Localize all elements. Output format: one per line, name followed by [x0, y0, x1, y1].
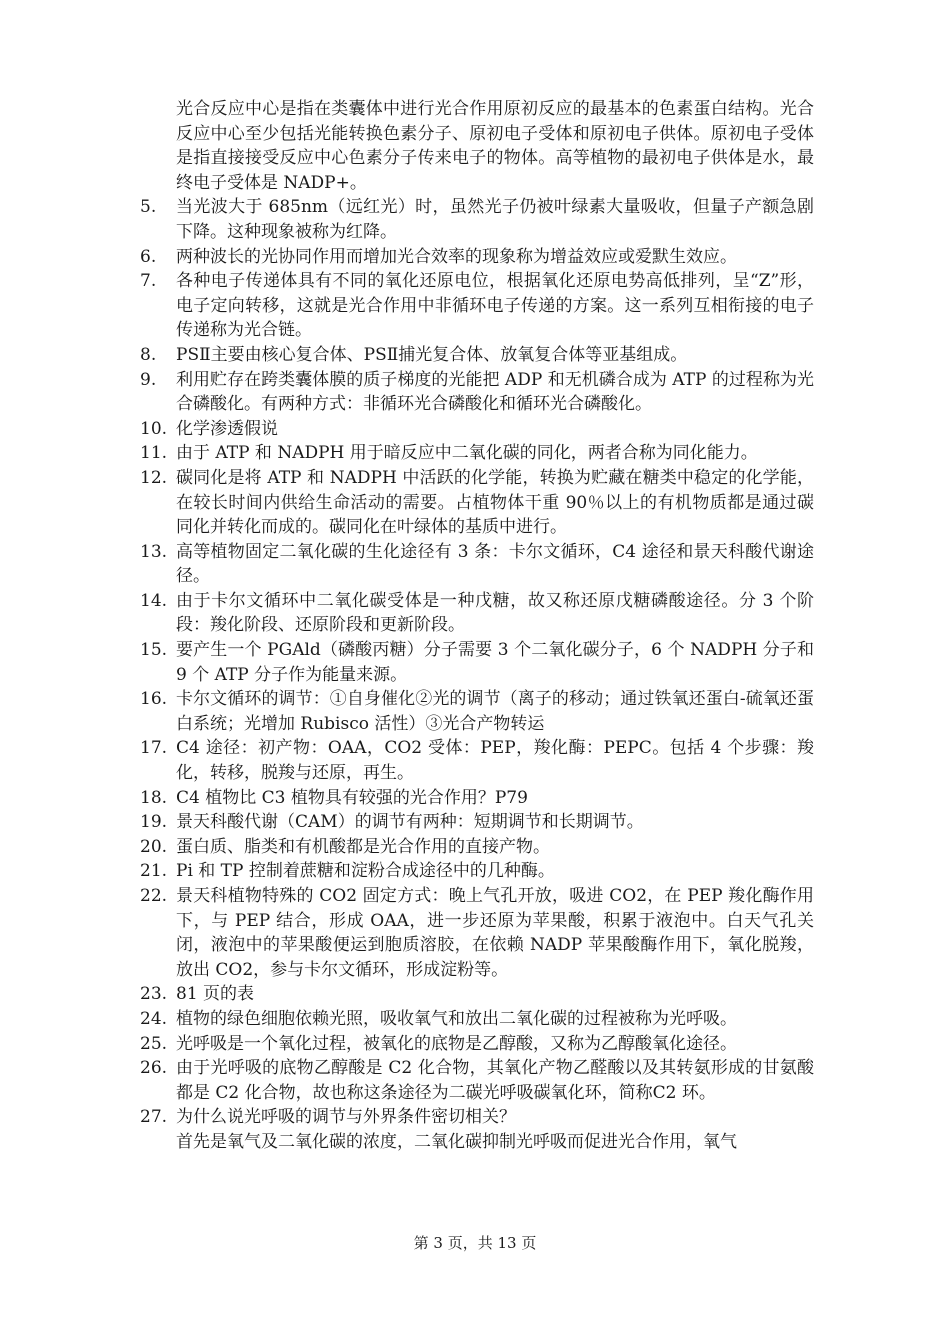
list-item: [140, 1007, 814, 1032]
list-item-text: 碳同化是将 ATP 和 NADPH 中活跃的化学能，转换为贮藏在糖类中稳定的化学能，在较长时间内供给生命活动的需要。占植物体干重 90％以上的有机物质都是通过碳同化并转化而成的。碳同化在叶绿体的基质中进行。: [176, 467, 814, 538]
list-item-text: 景天科酸代谢（CAM）的调节有两种：短期调节和长期调节。: [176, 812, 644, 833]
list-item-number: 16.: [140, 689, 168, 710]
list-item-number: 15.: [140, 640, 168, 661]
list-item-text: 利用贮存在跨类囊体膜的质子梯度的光能把 ADP 和无机磷合成为 ATP 的过程称为光合磷酸化。有两种方式：非循环光合磷酸化和循环光合磷酸化。: [176, 369, 814, 415]
list-item: [140, 540, 814, 589]
list-item: [140, 441, 814, 466]
list-item-number: 8.: [140, 344, 157, 365]
list-item-number: 20.: [140, 836, 168, 857]
list-item-number: 22.: [140, 886, 168, 906]
list-item: [140, 589, 814, 638]
list-item: [140, 982, 814, 1007]
list-item: [140, 687, 814, 736]
list-item: [140, 195, 814, 244]
list-item-number: 13.: [140, 541, 168, 562]
list-item-text: 高等植物固定二氧化碳的生化途径有 3 条：卡尔文循环，C4 途径和景天科酸代谢途径。: [176, 541, 814, 587]
list-item-text: Pi 和 TP 控制着蔗糖和淀粉合成途径中的几种酶。: [176, 861, 555, 882]
list-item-number: 10.: [140, 418, 168, 439]
list-item: [140, 1105, 814, 1130]
list-item-text: C4 途径：初产物：OAA，CO2 受体：PEP，羧化酶：PEPC。包括 4 个步骤：羧化，转移，脱羧与还原，再生。: [176, 738, 814, 784]
list-item-text: PSⅡ主要由核心复合体、PSⅡ捕光复合体、放氧复合体等亚基组成。: [176, 344, 688, 365]
list-item-text: 由于光呼吸的底物乙醇酸是 C2 化合物，其氧化产物乙醛酸以及其转氨形成的甘氨酸都是 C2 化合物，故也称这条途径为二碳光呼吸碳氧化环，简称C2 环。: [176, 1058, 814, 1103]
list-item: [140, 859, 814, 884]
list-item: [140, 810, 814, 835]
list-item-number: 27.: [140, 1107, 168, 1128]
list-item: [140, 269, 814, 343]
list-item-number: 23.: [140, 984, 168, 1005]
list-item-text: 植物的绿色细胞依赖光照，吸收氧气和放出二氧化碳的过程被称为光呼吸。: [176, 1008, 737, 1029]
list-item: [140, 245, 814, 270]
list-item-text: 光呼吸是一个氧化过程，被氧化的底物是乙醇酸，又称为乙醇酸氧化途径。: [176, 1033, 737, 1054]
page-body: [140, 97, 814, 1155]
numbered-list: [140, 195, 814, 1130]
list-item-text: 由于卡尔文循环中二氧化碳受体是一种戊糖，故又称还原戊糖磷酸途径。分 3 个阶段：羧化阶段、还原阶段和更新阶段。: [176, 590, 814, 636]
list-item: [140, 368, 814, 417]
list-item-text: 各种电子传递体具有不同的氧化还原电位，根据氧化还原电势高低排列，呈“Z”形，电子定向转移，这就是光合作用中非循环电子传递的方案。这一系列互相衔接的电子传递称为光合链。: [176, 271, 814, 341]
list-item-text: 景天科植物特殊的 CO2 固定方式：晚上气孔开放，吸进 CO2，在 PEP 羧化酶作用下，与 PEP 结合，形成 OAA，进一步还原为苹果酸，积累于液泡中。白天气孔关闭，液泡中的苹果酸便运到胞质溶胶，在依赖 NADP 苹果酸酶作用下，氧化脱羧，放出 CO2，参与卡尔文循环，形成淀粉等。: [176, 886, 814, 980]
list-item-number: 12.: [140, 467, 168, 488]
list-item-number: 18.: [140, 787, 168, 808]
list-item-text: 由于 ATP 和 NADPH 用于暗反应中二氧化碳的同化，两者合称为同化能力。: [176, 443, 758, 464]
list-item: [140, 638, 814, 687]
list-item-text: 蛋白质、脂类和有机酸都是光合作用的直接产物。: [176, 836, 550, 857]
list-item-number: 19.: [140, 812, 168, 833]
list-item: [140, 1056, 814, 1105]
list-item-text: 当光波大于 685nm（远红光）时，虽然光子仍被叶绿素大量吸收，但量子产额急剧下降。这种现象被称为红降。: [176, 197, 814, 242]
list-item: [140, 343, 814, 368]
list-item: [140, 1032, 814, 1057]
list-item-number: 25.: [140, 1033, 168, 1054]
page-footer: 第 3 页，共 13 页: [413, 1234, 537, 1252]
continuation-paragraph: 首先是氧气及二氧化碳的浓度，二氧化碳抑制光呼吸而促进光合作用，氧气: [176, 1131, 737, 1152]
list-item-text: 卡尔文循环的调节：①自身催化②光的调节（离子的移动；通过铁氧还蛋白-硫氧还蛋白系统；光增加 Rubisco 活性）③光合产物转运: [176, 689, 814, 734]
list-item-text: 要产生一个 PGAld（磷酸丙糖）分子需要 3 个二氧化碳分子，6 个 NADPH 分子和 9 个 ATP 分子作为能量来源。: [176, 640, 814, 685]
list-item-number: 6.: [140, 246, 157, 267]
list-item-number: 7.: [140, 271, 157, 292]
list-item-number: 11.: [140, 443, 168, 464]
list-item-text: 两种波长的光协同作用而增加光合效率的现象称为增益效应或爱默生效应。: [176, 246, 737, 267]
list-item-number: 24.: [140, 1008, 168, 1029]
list-item-text: 为什么说光呼吸的调节与外界条件密切相关？: [176, 1107, 516, 1128]
list-item: [140, 884, 814, 982]
list-item-number: 14.: [140, 590, 168, 611]
list-item: [140, 835, 814, 860]
list-item-number: 26.: [140, 1058, 168, 1079]
list-item: [140, 417, 814, 442]
list-item: [140, 466, 814, 540]
list-item-number: 9.: [140, 369, 157, 390]
list-item-text: 81 页的表: [176, 984, 255, 1005]
list-item-text: 化学渗透假说: [176, 418, 278, 439]
list-item-text: C4 植物比 C3 植物具有较强的光合作用？P79: [176, 787, 528, 808]
list-item: [140, 736, 814, 785]
list-item: [140, 786, 814, 811]
list-item-number: 17.: [140, 738, 168, 759]
list-item-number: 5.: [140, 197, 157, 218]
intro-paragraph: 光合反应中心是指在类囊体中进行光合作用原初反应的最基本的色素蛋白结构。光合反应中心至少包括光能转换色素分子、原初电子受体和原初电子供体。原初电子受体是指直接接受反应中心色素分子传来电子的物体。高等植物的最初电子供体是水，最终电子受体是 NADP+。: [176, 99, 814, 193]
list-item-number: 21.: [140, 861, 168, 882]
